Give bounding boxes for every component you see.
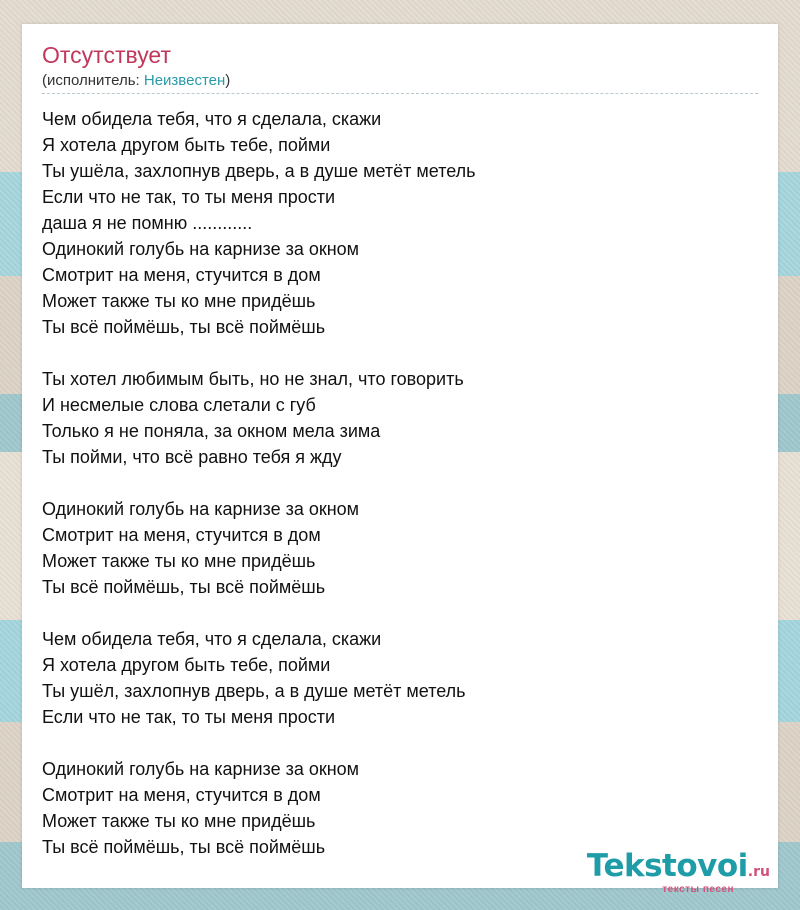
lyric-line: Смотрит на меня, стучится в дом [42, 525, 321, 545]
lyrics-stanza [42, 626, 758, 730]
lyric-line: Ты всё поймёшь, ты всё поймёшь [42, 317, 326, 337]
lyric-line: Ты всё поймёшь, ты всё поймёшь [42, 837, 326, 857]
artist-suffix: ) [225, 72, 231, 89]
lyric-line: Ты хотел любимым быть, но не знал, что говорить [42, 369, 464, 389]
lyrics-body [42, 106, 758, 886]
lyric-line: Только я не поняла, за окном мела зима [42, 421, 381, 441]
lyric-line: Если что не так, то ты меня прости [42, 707, 336, 727]
lyric-line: Я хотела другом быть тебе, пойми [42, 135, 331, 155]
lyrics-card [22, 24, 778, 895]
lyric-line: Если что не так, то ты меня прости [42, 187, 336, 207]
lyric-line: Я хотела другом быть тебе, пойми [42, 655, 331, 675]
lyric-line: Ты пойми, что всё равно тебя я жду [42, 447, 342, 467]
logo-tagline: тексты песен [662, 884, 734, 895]
lyrics-stanza [42, 366, 758, 470]
lyric-line: даша я не помню ............ [42, 213, 253, 233]
lyrics-stanza [42, 496, 758, 600]
lyric-line: Смотрит на меня, стучится в дом [42, 265, 321, 285]
lyric-line: Может также ты ко мне придёшь [42, 291, 316, 311]
lyric-line: Может также ты ко мне придёшь [42, 811, 316, 831]
lyrics-stanza [42, 106, 758, 340]
lyric-line: Чем обидела тебя, что я сделала, скажи [42, 109, 382, 129]
logo-wordmark: Tekstovoi [586, 848, 748, 884]
lyric-line: Ты всё поймёшь, ты всё поймёшь [42, 577, 326, 597]
lyric-line: Смотрит на меня, стучится в дом [42, 785, 321, 805]
lyric-line: Ты ушёла, захлопнув дверь, а в душе метёт метель [42, 161, 476, 181]
site-logo[interactable] [586, 848, 770, 895]
logo-tld: .ru [747, 864, 770, 880]
lyric-line: Может также ты ко мне придёшь [42, 551, 316, 571]
lyric-line: Одинокий голубь на карнизе за окном [42, 239, 360, 259]
artist-prefix: (исполнитель: [42, 72, 144, 89]
lyric-line: Одинокий голубь на карнизе за окном [42, 759, 360, 779]
lyrics-stanza [42, 756, 758, 860]
lyric-line: Одинокий голубь на карнизе за окном [42, 499, 360, 519]
artist-line [42, 73, 230, 88]
lyric-line: Чем обидела тебя, что я сделала, скажи [42, 629, 382, 649]
title-divider [42, 93, 758, 94]
lyric-line: И несмелые слова слетали с губ [42, 395, 316, 415]
artist-link[interactable]: Неизвестен [143, 72, 226, 89]
lyric-line: Ты ушёл, захлопнув дверь, а в душе метёт метель [42, 681, 466, 701]
song-title: Отсутствует [42, 42, 171, 68]
